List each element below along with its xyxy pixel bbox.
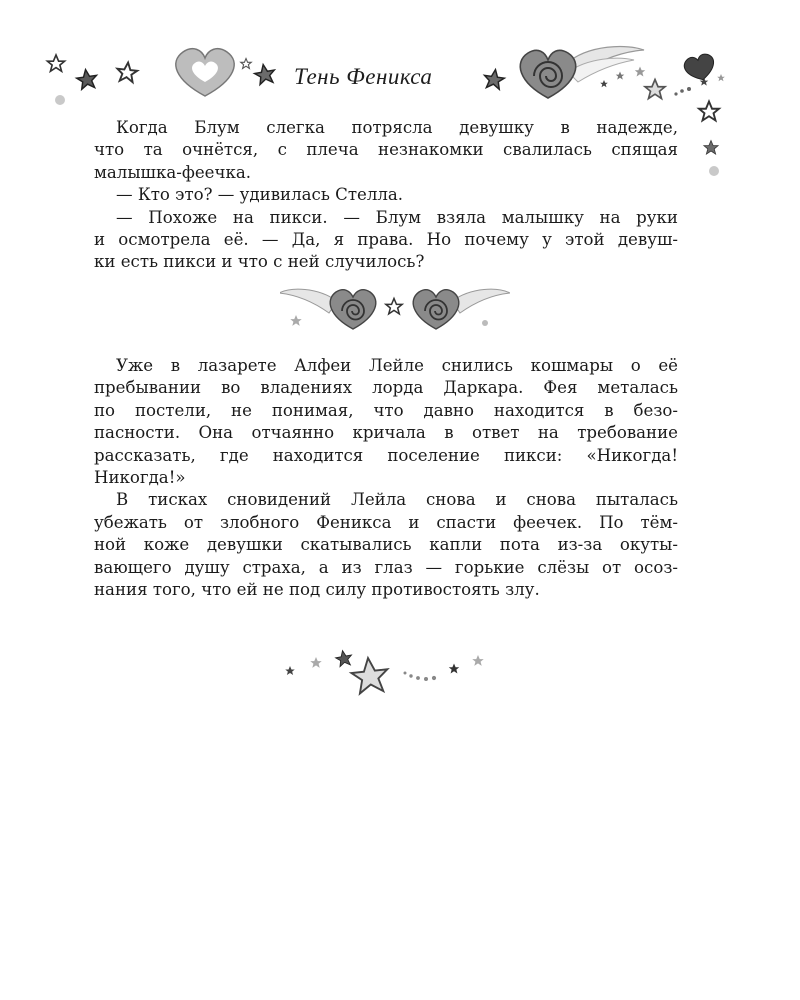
- star-outline-icon: [116, 62, 138, 83]
- text-line: В тисках сновидений Лейла снова и снова пыталась: [116, 490, 678, 510]
- text-line: Уже в лазарете Алфеи Лейле снились кошмары о её: [116, 356, 678, 375]
- star-outline-icon: [350, 656, 389, 694]
- star-outline-icon: [699, 102, 719, 121]
- heart-outline-icon: [176, 49, 234, 96]
- star-filled-icon: [285, 666, 295, 675]
- dot-icon: [482, 320, 488, 326]
- star-filled-icon: [290, 315, 301, 326]
- star-filled-icon: [717, 74, 725, 81]
- text-line: пребывании во владениях лорда Даркара. Фея металась: [94, 378, 678, 398]
- star-outline-icon: [645, 80, 665, 99]
- text-line: малышка-феечка.: [94, 162, 251, 182]
- text-line: нания того, что ей не под силу противостоять злу.: [94, 580, 540, 600]
- dot-icon: [55, 95, 65, 105]
- star-filled-icon: [483, 68, 505, 90]
- end-ornament: [278, 645, 493, 700]
- star-filled-icon: [472, 655, 483, 666]
- star-outline-icon: [47, 55, 64, 71]
- text-line: ной коже девушки скатывались капли пота из-за окуты-: [94, 535, 678, 555]
- section-divider-ornament: [280, 285, 510, 335]
- text-line: — Кто это? — удивилась Стелла.: [116, 185, 404, 205]
- dot-icon: [709, 166, 719, 176]
- text-line: ки есть пикси и что с ней случилось?: [94, 252, 425, 272]
- text-line: — Похоже на пикси. — Блум взяла малышку на руки: [116, 207, 678, 227]
- text-line: Никогда!»: [94, 468, 186, 488]
- star-filled-icon: [253, 63, 276, 85]
- star-filled-icon: [616, 72, 625, 80]
- text-line: пасности. Она отчаянно кричала в ответ на требование: [94, 423, 678, 443]
- heart-filled-icon: [682, 52, 717, 83]
- text-line: Когда Блум слегка потрясла девушку в надежде,: [116, 118, 678, 137]
- star-filled-icon: [76, 68, 98, 90]
- text-line: по постели, не понимая, что давно находится в безо-: [94, 400, 678, 420]
- star-outline-icon: [386, 299, 402, 314]
- text-line: вающего душу страха, а из глаз — горькие слёзы от осоз-: [94, 557, 678, 577]
- text-line: убежать от злобного Феникса и спасти феечек. По тём-: [94, 512, 678, 532]
- star-filled-icon: [600, 80, 608, 87]
- winged-heart-icon: [413, 289, 510, 329]
- text-block-1: [94, 117, 678, 274]
- winged-heart-icon: [520, 47, 644, 98]
- star-filled-icon: [635, 67, 645, 77]
- star-filled-icon: [449, 664, 459, 674]
- star-outline-icon: [241, 59, 251, 69]
- star-filled-icon: [335, 649, 354, 667]
- running-title: Тень Феникса: [294, 64, 433, 89]
- star-filled-icon: [704, 141, 718, 155]
- text-line: рассказать, где находится поселение пикси: «Никогда!: [94, 445, 678, 465]
- text-line: и осмотрела её. — Да, я права. Но почему у этой девуш-: [94, 230, 678, 250]
- text-block-2: [94, 355, 678, 601]
- star-filled-icon: [310, 657, 321, 668]
- text-line: что та очнётся, с плеча незнакомки свалилась спящая: [94, 140, 678, 160]
